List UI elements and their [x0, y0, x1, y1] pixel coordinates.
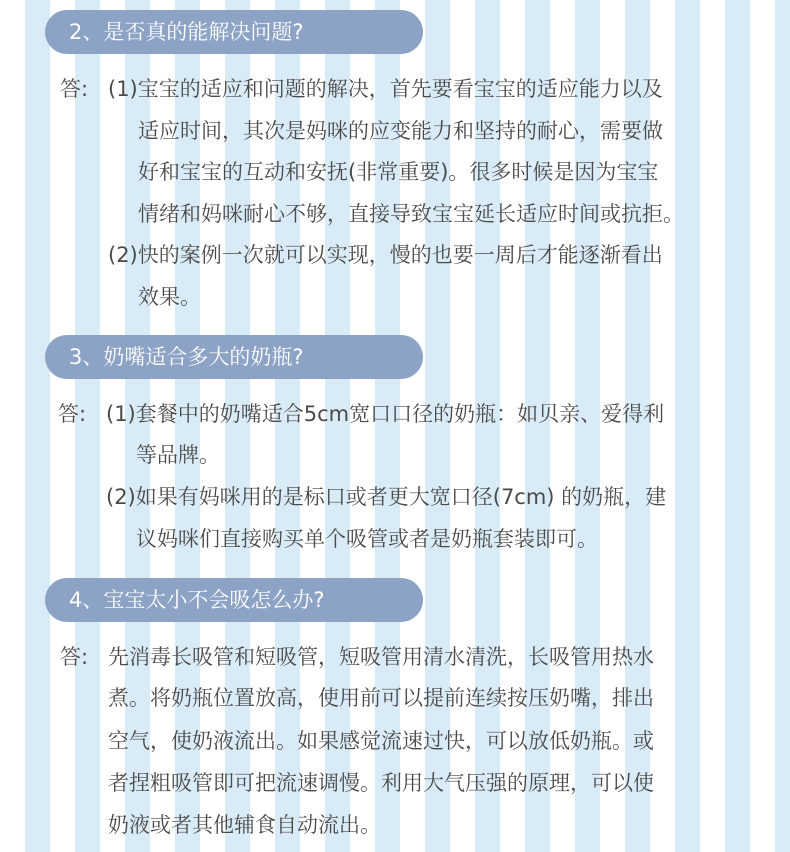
answer-line: (2)如果有妈咪用的是标口或者更大宽口径(7cm) 的奶瓶，建 [106, 485, 667, 509]
answer-line: 适应时间，其次是妈咪的应变能力和坚持的耐心，需要做 [138, 119, 663, 143]
answer-line: 奶液或者其他辅食自动流出。 [108, 813, 381, 837]
answer-label-2: 答: [60, 77, 89, 101]
answer-line: 空气，使奶液流出。如果感觉流速过快，可以放低奶瓶。或 [108, 729, 654, 753]
answer-line: 煮。将奶瓶位置放高，使用前可以提前连续按压奶嘴，排出 [108, 686, 654, 710]
question-title-4: 4、宝宝太小不会吸怎么办? [45, 578, 423, 622]
answer-line: 先消毒长吸管和短吸管，短吸管用清水清洗，长吸管用热水 [108, 645, 654, 669]
question-title-2: 2、是否真的能解决问题? [45, 10, 423, 54]
answer-label-4: 答: [60, 645, 89, 669]
answer-line: 好和宝宝的互动和安抚(非常重要)。很多时候是因为宝宝 [138, 160, 659, 184]
answer-line: (1)套餐中的奶嘴适合5cm宽口口径的奶瓶：如贝亲、爱得利 [106, 402, 665, 426]
answer-line: 者捏粗吸管即可把流速调慢。利用大气压强的原理，可以使 [108, 771, 654, 795]
answer-line: (2)快的案例一次就可以实现，慢的也要一周后才能逐渐看出 [108, 243, 663, 267]
question-title-3: 3、奶嘴适合多大的奶瓶? [45, 335, 423, 379]
answer-line: 等品牌。 [136, 443, 220, 467]
answer-line: 议妈咪们直接购买单个吸管或者是奶瓶套装即可。 [136, 527, 598, 551]
answer-line: 效果。 [138, 285, 201, 309]
answer-label-3: 答: [58, 402, 87, 426]
answer-line: (1)宝宝的适应和问题的解决，首先要看宝宝的适应能力以及 [108, 77, 663, 101]
answer-line: 情绪和妈咪耐心不够，直接导致宝宝延长适应时间或抗拒。 [138, 202, 684, 226]
